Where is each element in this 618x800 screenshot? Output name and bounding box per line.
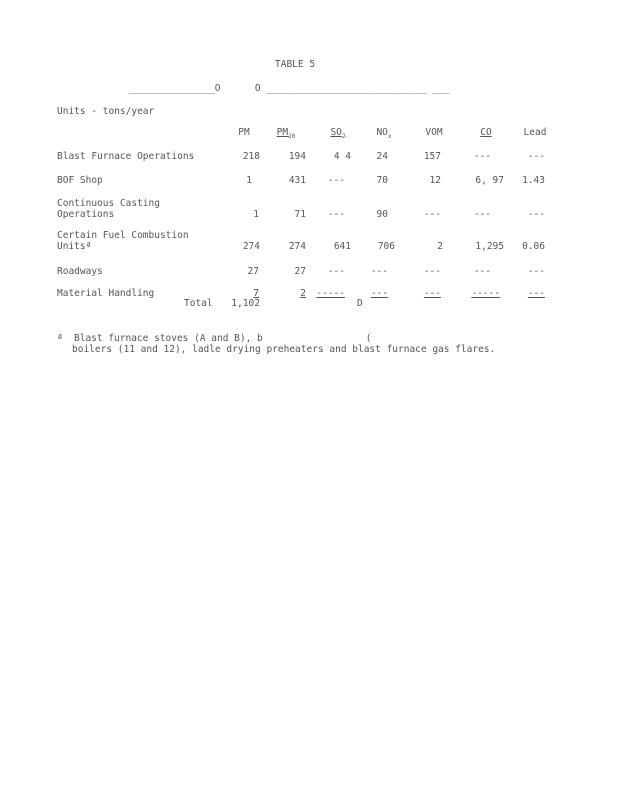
footnote-line-1: Blast furnace stoves (A and B), b (: [74, 333, 372, 344]
header-nox: $NO_x$: [376, 127, 392, 140]
table-cell: ---: [527, 209, 545, 220]
header-co: CO: [480, 127, 492, 138]
table-cell: 4 4: [333, 151, 351, 162]
row-label: Unitsª: [57, 241, 92, 252]
table-cell: 274: [288, 241, 306, 252]
header-lead: Lead: [523, 127, 547, 138]
total-nox: D: [357, 298, 363, 309]
table-cell: 90: [376, 209, 388, 220]
table-cell: 1: [253, 209, 259, 220]
table-cell: 0.06: [522, 241, 545, 252]
table-cell: 6, 97: [475, 175, 504, 186]
table-cell: 24: [376, 151, 388, 162]
header-vom: VOM: [425, 127, 443, 138]
table-cell: ---: [423, 266, 441, 277]
table-cell: 12: [429, 175, 441, 186]
row-label: Continuous Casting: [57, 198, 160, 209]
table-subtitle: _______________O O ____________________________ ___: [129, 83, 450, 94]
header-so2: $SO_2$: [330, 127, 346, 140]
units-label: Units - tons/year: [57, 106, 155, 117]
row-label: BOF Shop: [57, 175, 103, 186]
table-cell: ---: [327, 175, 345, 186]
table-cell: ---: [473, 151, 491, 162]
footnote-mark: ª: [57, 333, 63, 344]
table-cell: ---: [527, 151, 545, 162]
row-label: Operations: [57, 209, 115, 220]
table-cell: 1: [246, 175, 252, 186]
total-label: Total: [184, 298, 213, 309]
header-pm10: $PM_{10}$: [276, 127, 296, 140]
table-cell: -----: [471, 288, 500, 299]
table-cell: 7: [253, 288, 259, 299]
row-label: Blast Furnace Operations: [57, 151, 195, 162]
table-cell: 2: [300, 288, 306, 299]
table-cell: 71: [294, 209, 306, 220]
table-cell: ---: [327, 266, 345, 277]
table-cell: 706: [377, 241, 395, 252]
table-cell: 274: [242, 241, 260, 252]
table-cell: 27: [247, 266, 259, 277]
table-cell: 1,295: [475, 241, 504, 252]
table-cell: ---: [527, 288, 545, 299]
total-pm: 1,102: [231, 298, 260, 309]
table-cell: ---: [370, 266, 388, 277]
table-cell: 431: [288, 175, 306, 186]
header-pm: PM: [238, 127, 250, 138]
table-cell: -----: [316, 288, 345, 299]
table-cell: 641: [333, 241, 351, 252]
footnote-line-2: boilers (11 and 12), ladle drying preheaters and blast furnace gas flares.: [72, 344, 496, 355]
table-title: TABLE 5: [275, 59, 316, 70]
table-cell: 157: [423, 151, 441, 162]
table-cell: 70: [376, 175, 388, 186]
row-label: Material Handling: [57, 288, 155, 299]
table-cell: 2: [437, 241, 443, 252]
table-cell: 218: [242, 151, 260, 162]
table-cell: 1.43: [522, 175, 545, 186]
table-cell: ---: [423, 209, 441, 220]
table-cell: ---: [370, 288, 388, 299]
table-cell: ---: [527, 266, 545, 277]
table-cell: ---: [473, 209, 491, 220]
table-cell: ---: [473, 266, 491, 277]
table-cell: ---: [423, 288, 441, 299]
table-cell: ---: [327, 209, 345, 220]
row-label: Roadways: [57, 266, 103, 277]
table-cell: 27: [294, 266, 306, 277]
row-label: Certain Fuel Combustion: [57, 230, 189, 241]
table-cell: 194: [288, 151, 306, 162]
